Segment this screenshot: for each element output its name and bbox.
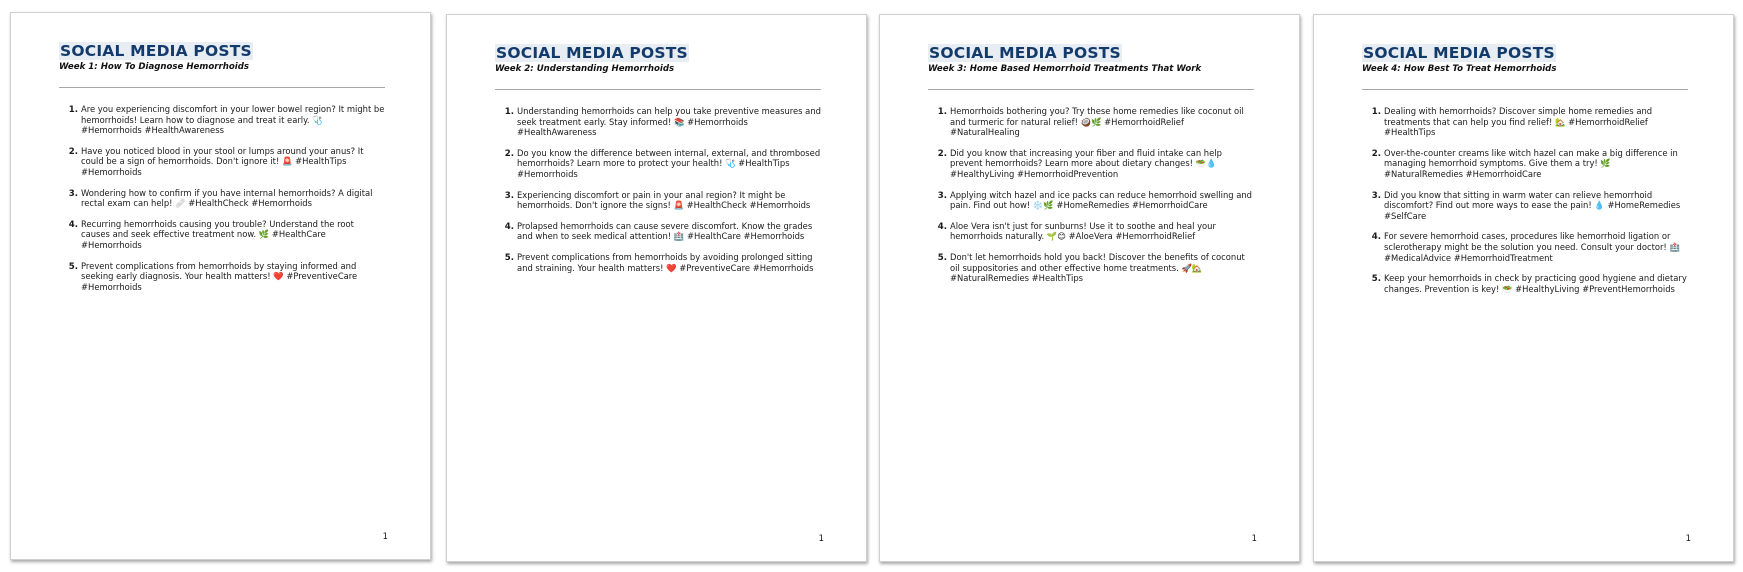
page-number: 1	[1251, 533, 1257, 543]
post-item: 3. Did you know that sitting in warm water can relieve hemorrhoid discomfort? Find out more ways to ease the pain! 💧 #HomeRemedies #SelfCare	[1384, 190, 1688, 222]
page-title: SOCIAL MEDIA POSTS	[929, 44, 1121, 62]
post-item: 3. Wondering how to confirm if you have internal hemorrhoids? A digital rectal exam can help! 🩹 #HealthCheck #Hemorrhoids	[81, 188, 385, 209]
posts-list	[495, 106, 821, 273]
document-page-week-3	[879, 14, 1300, 562]
post-item: 1. Dealing with hemorrhoids? Discover simple home remedies and treatments that can help you find relief! 🏡 #HemorrhoidRelief #HealthTips	[1384, 106, 1688, 138]
post-item: 5. Prevent complications from hemorrhoids by avoiding prolonged sitting and straining. Your health matters! ❤️ #PreventiveCare #Hemorrhoids	[517, 252, 821, 273]
post-item: 5. Don't let hemorrhoids hold you back! Discover the benefits of coconut oil suppositories and other effective home treatments. 🚀🏡 #NaturalRemedies #HealthTips	[950, 252, 1254, 284]
post-item: 1. Hemorrhoids bothering you? Try these home remedies like coconut oil and turmeric for natural relief! 🥥🌿 #HemorrhoidRelief #NaturalHealing	[950, 106, 1254, 138]
post-item: 5. Prevent complications from hemorrhoids by staying informed and seeking early diagnosis. Your health matters! ❤️ #PreventiveCare #Hemorrhoids	[81, 261, 385, 293]
post-item: 2. Did you know that increasing your fiber and fluid intake can help prevent hemorrhoids? Learn more about dietary changes! 🥗💧 #HealthyLiving #HemorrhoidPrevention	[950, 148, 1254, 180]
week-subtitle: Week 4: How Best To Treat Hemorrhoids	[1362, 64, 1557, 74]
week-subtitle: Week 1: How To Diagnose Hemorrhoids	[59, 62, 249, 72]
post-item: 4. For severe hemorrhoid cases, procedures like hemorrhoid ligation or sclerotherapy might be the solution you need. Consult your doctor! 🏥 #MedicalAdvice #HemorrhoidTreatment	[1384, 231, 1688, 263]
post-item: 4. Prolapsed hemorrhoids can cause severe discomfort. Know the grades and when to seek medical attention! 🏥 #HealthCare #Hemorrhoids	[517, 221, 821, 242]
page-title: SOCIAL MEDIA POSTS	[1363, 44, 1555, 62]
post-item: 4. Recurring hemorrhoids causing you trouble? Understand the root causes and seek effective treatment now. 🌿 #HealthCare #Hemorrhoids	[81, 219, 385, 251]
post-item: 2. Do you know the difference between internal, external, and thrombosed hemorrhoids? Learn more to protect your health! 🩺 #HealthTips #Hemorrhoids	[517, 148, 821, 180]
week-subtitle: Week 2: Understanding Hemorrhoids	[495, 64, 675, 74]
page-content	[495, 43, 821, 283]
post-item: 2. Have you noticed blood in your stool or lumps around your anus? It could be a sign of hemorrhoids. Don't ignore it! 🚨 #HealthTips #Hemorrhoids	[81, 146, 385, 178]
post-item: 2. Over-the-counter creams like witch hazel can make a big difference in managing hemorrhoid symptoms. Give them a try! 🌿 #NaturalRemedies #HemorrhoidCare	[1384, 148, 1688, 180]
horizontal-rule	[59, 87, 385, 88]
page-content	[59, 41, 385, 302]
page-number: 1	[1685, 533, 1691, 543]
posts-list	[59, 104, 385, 292]
post-item: 1. Are you experiencing discomfort in your lower bowel region? It might be hemorrhoids! Learn how to diagnose and treat it early. 🩺 #Hemorrhoids #HealthAwareness	[81, 104, 385, 136]
page-title: SOCIAL MEDIA POSTS	[496, 44, 688, 62]
week-subtitle: Week 3: Home Based Hemorrhoid Treatments That Work	[928, 64, 1202, 74]
page-number: 1	[382, 531, 388, 541]
post-item: 4. Aloe Vera isn't just for sunburns! Use it to soothe and heal your hemorrhoids naturally. 🌱😊 #AloeVera #HemorrhoidRelief	[950, 221, 1254, 242]
page-number: 1	[818, 533, 824, 543]
horizontal-rule	[495, 89, 821, 90]
page-content	[1362, 43, 1688, 304]
post-item: 3. Experiencing discomfort or pain in your anal region? It might be hemorrhoids. Don't ignore the signs! 🚨 #HealthCheck #Hemorrhoids	[517, 190, 821, 211]
post-item: 3. Applying witch hazel and ice packs can reduce hemorrhoid swelling and pain. Find out how! ❄️🌿 #HomeRemedies #HemorrhoidCare	[950, 190, 1254, 211]
page-title: SOCIAL MEDIA POSTS	[60, 42, 252, 60]
posts-list	[1362, 106, 1688, 294]
page-content	[928, 43, 1254, 294]
document-page-week-1	[10, 12, 431, 560]
horizontal-rule	[928, 89, 1254, 90]
document-page-week-2	[446, 14, 867, 562]
posts-list	[928, 106, 1254, 284]
horizontal-rule	[1362, 89, 1688, 90]
post-item: 1. Understanding hemorrhoids can help you take preventive measures and seek treatment early. Stay informed! 📚 #Hemorrhoids #HealthAwareness	[517, 106, 821, 138]
post-item: 5. Keep your hemorrhoids in check by practicing good hygiene and dietary changes. Prevention is key! 🥗 #HealthyLiving #PreventHemorrhoids	[1384, 273, 1688, 294]
document-page-week-4	[1313, 14, 1734, 562]
